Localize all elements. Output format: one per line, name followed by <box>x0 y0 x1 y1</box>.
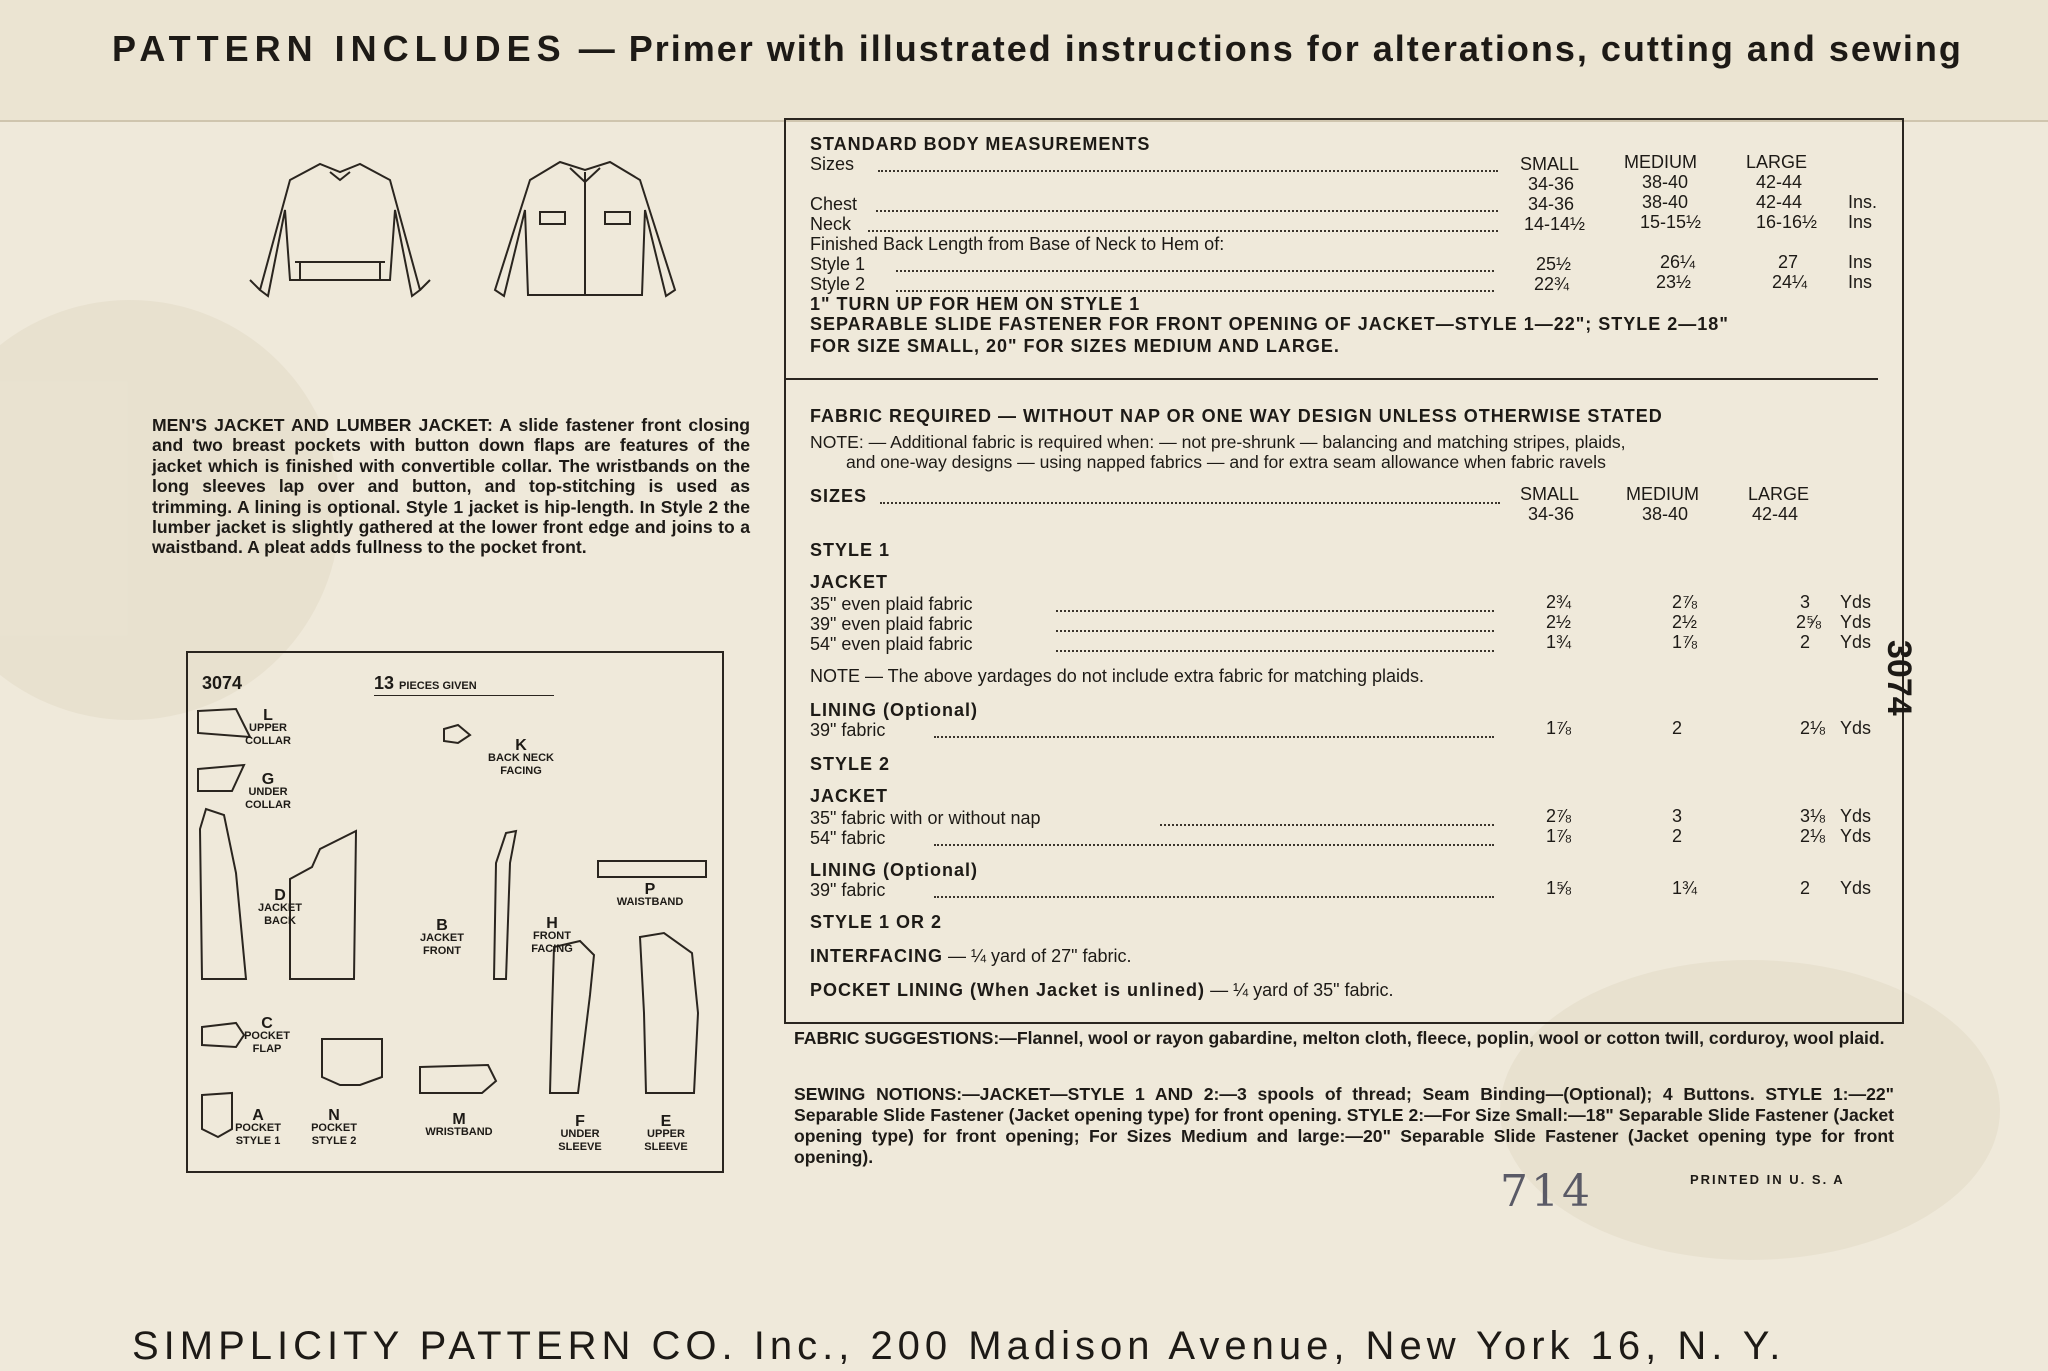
s2-lining-heading: LINING (Optional) <box>810 860 978 880</box>
style1-length-small: 25½ <box>1536 254 1572 274</box>
s2-lining-unit: Yds <box>1840 878 1872 898</box>
pattern-pieces-box <box>186 651 724 1173</box>
hem-note: 1" TURN UP FOR HEM ON STYLE 1 <box>810 294 1141 314</box>
style1-heading: STYLE 1 <box>810 540 891 560</box>
jacket-illustrations <box>190 150 730 320</box>
s1-row-3-large: 2 <box>1800 632 1811 652</box>
style2-jacket-heading: JACKET <box>810 786 889 806</box>
fabric-range-medium: 38-40 <box>1642 504 1689 524</box>
fabric-title: FABRIC REQUIRED — WITHOUT NAP OR ONE WAY DESIGN UNLESS OTHERWISE STATED <box>810 406 1663 426</box>
s2-lining-medium: 1¾ <box>1672 878 1698 898</box>
s1-row-3-label: 54" even plaid fabric <box>810 634 973 654</box>
fabric-sizes-label: SIZES <box>810 486 868 506</box>
neck-large: 16-16½ <box>1756 212 1818 232</box>
neck-small: 14-14½ <box>1524 214 1586 234</box>
style1-length-unit: Ins <box>1848 252 1873 272</box>
piece-pocket-style-2: N POCKET STYLE 2 <box>311 1107 357 1147</box>
pieces-count: 13 PIECES GIVEN <box>374 673 477 693</box>
piece-front-facing: H FRONT FACING <box>531 915 573 955</box>
piece-under-collar: G UNDER COLLAR <box>245 771 291 811</box>
pattern-includes-header <box>112 28 1963 70</box>
s1-lining-label: 39" fabric <box>810 720 886 740</box>
piece-pocket-flap: C POCKET FLAP <box>244 1015 290 1055</box>
s1-row-3-small: 1¾ <box>1546 632 1572 652</box>
handwritten-stamp: 714 <box>1500 1166 1593 1217</box>
measurements-title: STANDARD BODY MEASUREMENTS <box>810 134 1151 154</box>
pattern-number-vertical: 3074 <box>1880 640 1918 716</box>
piece-wristband: M WRISTBAND <box>425 1111 493 1138</box>
sewing-notions: SEWING NOTIONS:—JACKET—STYLE 1 AND 2:—3 spools of thread; Seam Binding—(Optional); 4 Buttons. STYLE 1:—22" Separable Slide Fastener (Jacket opening type) for front opening. STYLE 2:—For Size Small:—18" Separable Slide Fastener (Jacket opening type) for front opening; For Sizes Medium and large:—20" Separable Slide Fastener (Jacket opening type for front opening). <box>794 1084 1894 1167</box>
piece-upper-collar: L UPPER COLLAR <box>245 707 291 747</box>
s1-row-1-large: 3 <box>1800 592 1811 612</box>
publisher-address: SIMPLICITY PATTERN CO. Inc., 200 Madison Avenue, New York 16, N. Y. <box>132 1324 1786 1368</box>
neck-medium: 15-15½ <box>1640 212 1702 232</box>
fabric-range-small: 34-36 <box>1528 504 1575 524</box>
style2-length-label: Style 2 <box>810 274 866 294</box>
measurements-sizes-label: Sizes <box>810 154 855 174</box>
style1-length-medium: 26¼ <box>1660 252 1696 272</box>
size-name-large: LARGE <box>1746 152 1808 172</box>
s2-row-2-large: 2⅛ <box>1800 826 1826 846</box>
s1-lining-small: 1⅞ <box>1546 718 1572 738</box>
plaid-note: NOTE — The above yardages do not include extra fabric for matching plaids. <box>810 666 1424 686</box>
fabric-range-large: 42-44 <box>1752 504 1799 524</box>
s1-lining-heading: LINING (Optional) <box>810 700 978 720</box>
size-range-small: 34-36 <box>1528 174 1575 194</box>
s1-row-3-unit: Yds <box>1840 632 1872 652</box>
style1-length-label: Style 1 <box>810 254 866 274</box>
s1-lining-unit: Yds <box>1840 718 1872 738</box>
s2-row-1-medium: 3 <box>1672 806 1683 826</box>
s1-row-3-medium: 1⅞ <box>1672 632 1698 652</box>
s1-lining-large: 2⅛ <box>1800 718 1826 738</box>
section-divider <box>784 378 1878 380</box>
size-name-medium: MEDIUM <box>1624 152 1697 172</box>
fabric-size-large: LARGE <box>1748 484 1810 504</box>
s1-row-1-small: 2¾ <box>1546 592 1572 612</box>
s2-row-2-small: 1⅞ <box>1546 826 1572 846</box>
s1-row-2-label: 39" even plaid fabric <box>810 614 973 634</box>
fastener-note: SEPARABLE SLIDE FASTENER FOR FRONT OPENING OF JACKET—STYLE 1—22"; STYLE 2—18" <box>810 314 1729 334</box>
style1-jacket-heading: JACKET <box>810 572 889 592</box>
chest-medium: 38-40 <box>1642 192 1689 212</box>
style-1-or-2-heading: STYLE 1 OR 2 <box>810 912 943 932</box>
fabric-note-2: and one-way designs — using napped fabrics — and for extra seam allowance when fabric ravels <box>846 452 1606 472</box>
size-range-medium: 38-40 <box>1642 172 1689 192</box>
header-lead: PATTERN INCLUDES <box>112 28 567 69</box>
s2-lining-label: 39" fabric <box>810 880 886 900</box>
fabric-size-small: SMALL <box>1520 484 1580 504</box>
s2-row-2-label: 54" fabric <box>810 828 886 848</box>
s2-row-1-unit: Yds <box>1840 806 1872 826</box>
interfacing-line: INTERFACING — ¼ yard of 27" fabric. <box>810 946 1132 966</box>
chest-small: 34-36 <box>1528 194 1575 214</box>
piece-jacket-front: B JACKET FRONT <box>419 917 464 957</box>
chest-large: 42-44 <box>1756 192 1803 212</box>
s1-lining-medium: 2 <box>1672 718 1683 738</box>
style2-length-small: 22¾ <box>1534 274 1570 294</box>
fabric-note-1: NOTE: — Additional fabric is required when: — not pre-shrunk — balancing and matching stripes, plaids, <box>810 432 1626 452</box>
s1-row-2-large: 2⅝ <box>1796 612 1822 632</box>
style2-length-unit: Ins <box>1848 272 1873 292</box>
header-rest: — Primer with illustrated instructions for alterations, cutting and sewing <box>578 28 1963 69</box>
chest-unit: Ins. <box>1848 192 1878 212</box>
pattern-description: MEN'S JACKET AND LUMBER JACKET: A slide fastener front closing and two breast pockets with button down flaps are features of the jacket which is finished with convertible collar. The wristbands on the long sleeves lap over and button, and top-stitching is used as trimming. A lining is optional. Style 1 jacket is hip-length. In Style 2 the lumber jacket is slightly gathered at the lower front edge and joins to a waistband. A pleat adds fullness to the pocket front. <box>152 415 750 558</box>
printed-in-usa: PRINTED IN U. S. A <box>1690 1172 1845 1187</box>
s1-row-1-label: 35" even plaid fabric <box>810 594 973 614</box>
s2-row-1-large: 3⅛ <box>1800 806 1826 826</box>
piece-waistband: P WAISTBAND <box>616 881 684 908</box>
s2-row-1-small: 2⅞ <box>1546 806 1572 826</box>
style1-length-large: 27 <box>1778 252 1799 272</box>
s1-row-2-unit: Yds <box>1840 612 1872 632</box>
s1-row-2-small: 2½ <box>1546 612 1572 632</box>
s1-row-1-unit: Yds <box>1840 592 1872 612</box>
pieces-pattern-number: 3074 <box>202 673 243 693</box>
s2-lining-large: 2 <box>1800 878 1811 898</box>
piece-pocket-style-1: A POCKET STYLE 1 <box>235 1107 281 1147</box>
chest-label: Chest <box>810 194 858 214</box>
size-range-large: 42-44 <box>1756 172 1803 192</box>
neck-label: Neck <box>810 214 852 234</box>
piece-under-sleeve: F UNDER SLEEVE <box>558 1113 602 1153</box>
neck-unit: Ins <box>1848 212 1873 232</box>
style2-length-large: 24¼ <box>1772 272 1808 292</box>
fabric-size-medium: MEDIUM <box>1626 484 1699 504</box>
fastener-note-2: FOR SIZE SMALL, 20" FOR SIZES MEDIUM AND LARGE. <box>810 336 1340 356</box>
pocket-lining-line: POCKET LINING (When Jacket is unlined) — ¼ yard of 35" fabric. <box>810 980 1394 1000</box>
style2-heading: STYLE 2 <box>810 754 891 774</box>
s2-row-2-unit: Yds <box>1840 826 1872 846</box>
size-name-small: SMALL <box>1520 154 1580 174</box>
piece-back-neck-facing: K BACK NECK FACING <box>488 737 554 777</box>
s2-row-1-label: 35" fabric with or without nap <box>810 808 1041 828</box>
style2-length-medium: 23½ <box>1656 272 1692 292</box>
s2-row-2-medium: 2 <box>1672 826 1683 846</box>
piece-jacket-back: D JACKET BACK <box>257 887 302 927</box>
s1-row-1-medium: 2⅞ <box>1672 592 1698 612</box>
piece-upper-sleeve: E UPPER SLEEVE <box>644 1113 688 1153</box>
back-length-label: Finished Back Length from Base of Neck to Hem of: <box>810 234 1225 254</box>
s2-lining-small: 1⅝ <box>1546 878 1572 898</box>
s1-row-2-medium: 2½ <box>1672 612 1698 632</box>
fabric-suggestions: FABRIC SUGGESTIONS:—Flannel, wool or rayon gabardine, melton cloth, fleece, poplin, wool or cotton twill, corduroy, wool plaid. <box>794 1028 1885 1048</box>
